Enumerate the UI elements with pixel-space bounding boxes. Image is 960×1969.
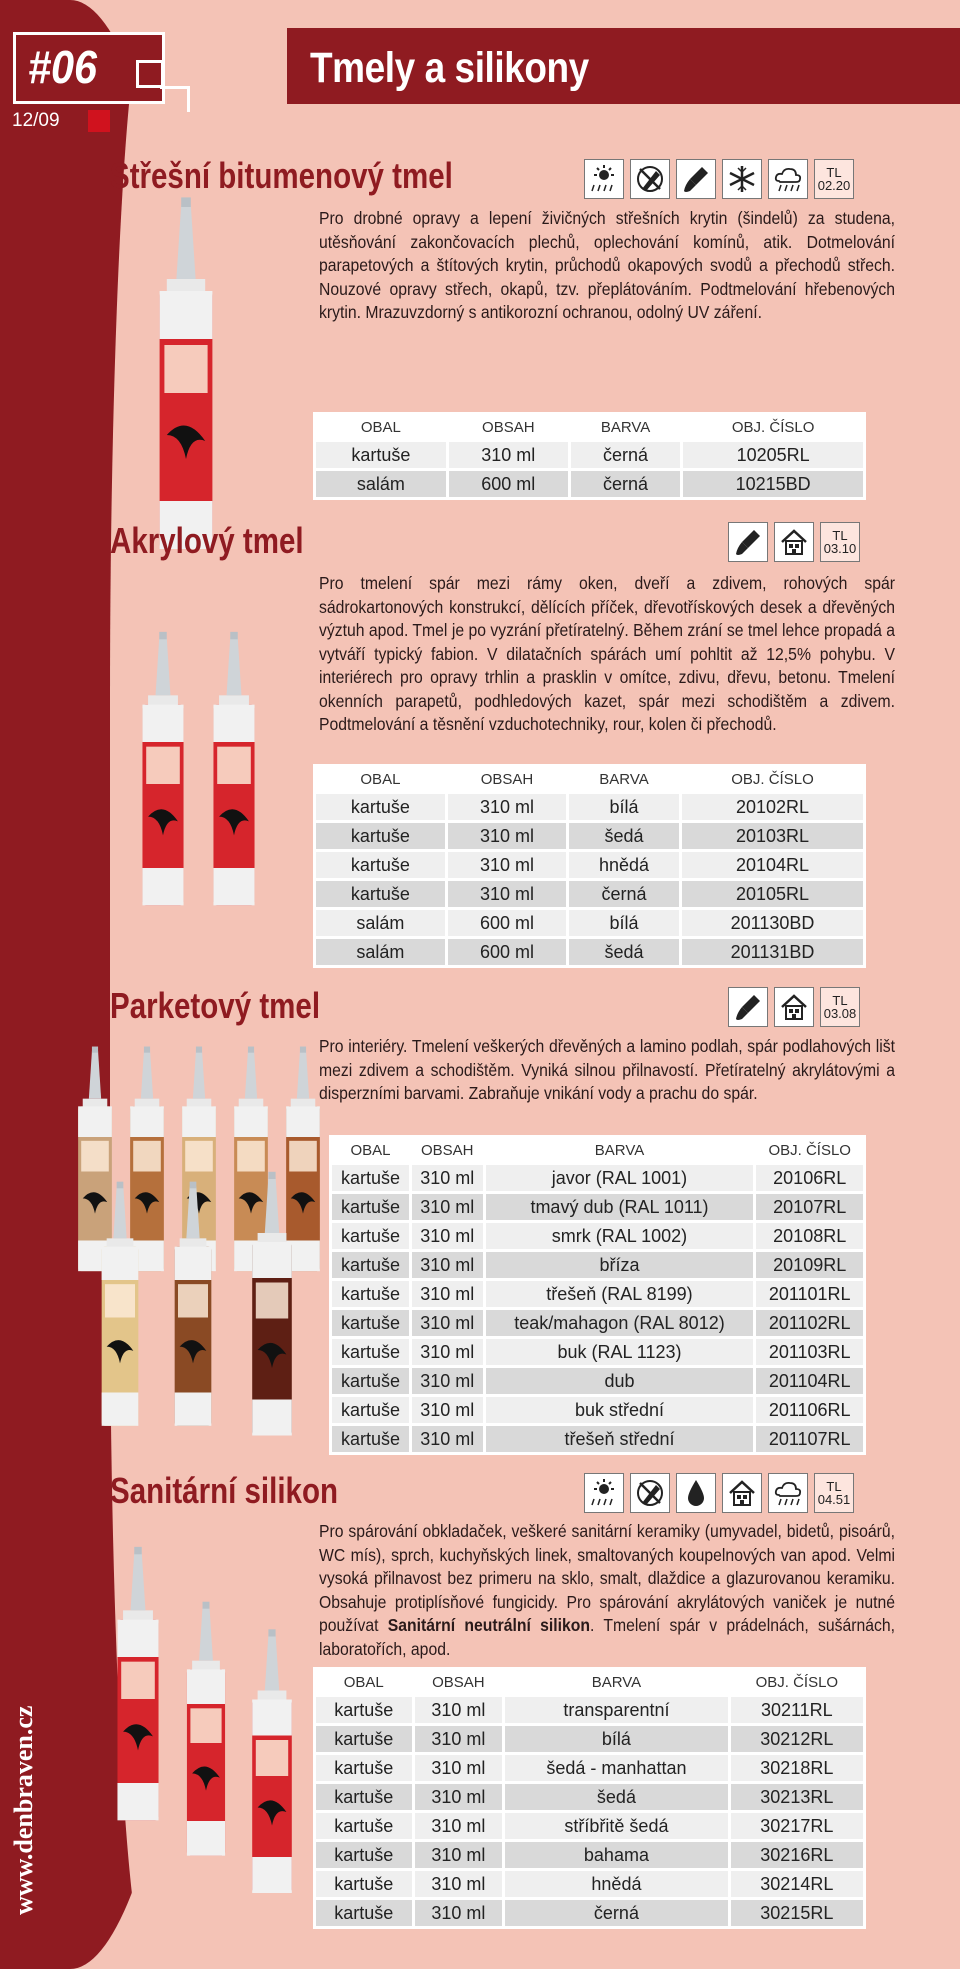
chapter-number: #06 [28, 41, 98, 93]
table-row [316, 939, 863, 965]
cell-obj-cislo: 10205RL [683, 442, 863, 468]
tl-sheet-icon: TL 04.51 [814, 1473, 854, 1513]
cell-obsah: 310 ml [415, 1871, 503, 1897]
table-row [316, 1813, 863, 1839]
sun-rain-icon [584, 1473, 624, 1513]
cell-obj-cislo: 20107RL [756, 1194, 863, 1220]
product-image-bitumen-tube [150, 195, 222, 555]
cell-obal: kartuše [332, 1339, 409, 1365]
description-text-end: . Tmelení spár v prádelnách, sušárnách, laboratořích, apod. [319, 1615, 895, 1659]
cell-obsah: 310 ml [415, 1900, 503, 1926]
section-icons-parket [728, 987, 860, 1027]
cell-obsah: 310 ml [449, 442, 568, 468]
table-row [332, 1252, 863, 1278]
section-icons-bitumen [584, 159, 854, 199]
badge-square [136, 60, 164, 88]
cell-barva: tmavý dub (RAL 1011) [486, 1194, 754, 1220]
cell-obsah: 310 ml [412, 1194, 483, 1220]
cell-obal: kartuše [332, 1368, 409, 1394]
cell-barva: bahama [505, 1842, 727, 1868]
header-obsah: OBSAH [448, 767, 566, 791]
cell-barva: šedá - manhattan [505, 1755, 727, 1781]
table-row [332, 1339, 863, 1365]
cell-obsah: 310 ml [412, 1310, 483, 1336]
table-row [316, 1697, 863, 1723]
header-obsah: OBSAH [412, 1138, 483, 1162]
cell-obsah: 600 ml [449, 471, 568, 497]
product-image-sanitar-tube-1 [110, 1525, 166, 1845]
section-icons-akryl [728, 522, 860, 562]
cell-barva: bílá [569, 794, 679, 820]
tl-sheet-icon: TL 03.10 [820, 522, 860, 562]
table-row [332, 1368, 863, 1394]
table-row [316, 1755, 863, 1781]
table-parket [329, 1135, 866, 1455]
tl-sheet-icon: TL 03.08 [820, 987, 860, 1027]
cell-obsah: 310 ml [415, 1842, 503, 1868]
section-description-akryl: Pro tmelení spár mezi rámy oken, dveří a zdivem, rohových spár sádrokartonových konstrukcí, dělících příček, dřevotřískových desek a dřevěných výztuh apod. Tmel je po vyzrání přetíratelný. Během zrání se tmel lehce propadá a vytváří typický fabion. V dilatačních spárách umí pohltit až 12,5% pohybu. V interiérech pro opravy trhlin a prasklin v omítce, zdivu, dřevu, betonu. Tmelení okenních parapetů, podhledových kazet, spár mezi schodištěm a zdivem. Podtmelování a těsnění vzduchotechniky, rour, kolen či přechodů. [319, 573, 895, 734]
table-row [316, 881, 863, 907]
snowflake-icon [722, 159, 762, 199]
section-description-sanitar [319, 1520, 895, 1661]
cell-obj-cislo: 201131BD [682, 939, 863, 965]
table-row [316, 1726, 863, 1752]
cell-barva: smrk (RAL 1002) [486, 1223, 754, 1249]
cell-barva: dub [486, 1368, 754, 1394]
cell-obal: kartuše [316, 442, 446, 468]
table-row [332, 1194, 863, 1220]
section-description-bitumen: Pro drobné opravy a lepení živičných střešních krytin (šindelů) za studena, utěsňování zakončovacích plechů, oplechování komínů, atik. Dotmelování parapetových a štítových krytin, průchodů okapových svodů a přechodů střech. Nouzové opravy střech, okapů, tzv. přeplátováním. Podtmelování hřebenových krytin. Mrazuvzdorný s antikorozní ochranou, odolný UV záření. [319, 208, 895, 322]
cell-obal: kartuše [316, 823, 445, 849]
table-row [316, 1871, 863, 1897]
cell-obj-cislo: 20108RL [756, 1223, 863, 1249]
section-description-parket: Pro interiéry. Tmelení veškerých dřevěných a lamino podlah, spár podlahových lišt mezi zdivem a schodištěm. Vyniká silnou přilnavostí. Přetíratelný akrylátovými a disperzními barvami. Zabraňuje vnikání vody a prachu do spár. [319, 1036, 895, 1103]
house-icon [774, 522, 814, 562]
sun-rain-icon [584, 159, 624, 199]
cell-obj-cislo: 20109RL [756, 1252, 863, 1278]
cell-obsah: 310 ml [415, 1813, 503, 1839]
cloud-rain-icon [768, 1473, 808, 1513]
table-header-row [316, 415, 863, 439]
cell-obal: kartuše [316, 1697, 412, 1723]
cell-obsah: 310 ml [412, 1426, 483, 1452]
cell-barva: hnědá [505, 1871, 727, 1897]
cell-obj-cislo: 20104RL [682, 852, 863, 878]
cell-obj-cislo: 20105RL [682, 881, 863, 907]
cell-obal: kartuše [332, 1397, 409, 1423]
product-image-sanitar-tube-2 [180, 1595, 232, 1865]
house-icon [722, 1473, 762, 1513]
cell-obsah: 310 ml [412, 1281, 483, 1307]
cell-obal: kartuše [316, 1871, 412, 1897]
header-obal: OBAL [316, 767, 445, 791]
table-row [332, 1165, 863, 1191]
header-barva: BARVA [505, 1670, 727, 1694]
cell-barva: černá [505, 1900, 727, 1926]
cell-obal: salám [316, 471, 446, 497]
tl-code: 02.20 [817, 178, 851, 193]
cell-obsah: 310 ml [448, 881, 566, 907]
brush-icon [676, 159, 716, 199]
cell-obj-cislo: 201106RL [756, 1397, 863, 1423]
cell-obj-cislo: 201102RL [756, 1310, 863, 1336]
drop-icon [676, 1473, 716, 1513]
cell-barva: teak/mahagon (RAL 8012) [486, 1310, 754, 1336]
section-icons-sanitar [584, 1473, 854, 1513]
section-title-parket: Parketový tmel [110, 985, 321, 1026]
cell-barva: hnědá [569, 852, 679, 878]
cell-obsah: 310 ml [412, 1252, 483, 1278]
cell-obsah: 310 ml [448, 852, 566, 878]
cell-obsah: 310 ml [415, 1755, 503, 1781]
product-image-parket-tube-8 [245, 1140, 299, 1470]
cell-obal: kartuše [332, 1252, 409, 1278]
cell-obsah: 310 ml [448, 823, 566, 849]
table-header-row [316, 1670, 863, 1694]
badge-connector [160, 86, 190, 89]
table-row [316, 794, 863, 820]
cell-obsah: 310 ml [415, 1697, 503, 1723]
cell-obj-cislo: 20103RL [682, 823, 863, 849]
header-obal: OBAL [316, 1670, 412, 1694]
cell-obal: kartuše [316, 1900, 412, 1926]
cell-obj-cislo: 201130BD [682, 910, 863, 936]
header-obj-cislo: OBJ. ČÍSLO [683, 415, 863, 439]
section-title-akryl: Akrylový tmel [110, 520, 304, 561]
table-row [316, 471, 863, 497]
cell-barva: bříza [486, 1252, 754, 1278]
cell-obj-cislo: 30212RL [731, 1726, 863, 1752]
cell-obj-cislo: 201101RL [756, 1281, 863, 1307]
header-barva: BARVA [486, 1138, 754, 1162]
cell-barva: stříbřitě šedá [505, 1813, 727, 1839]
cell-barva: černá [571, 471, 680, 497]
cell-barva: bílá [569, 910, 679, 936]
cell-barva: transparentní [505, 1697, 727, 1723]
cell-obsah: 600 ml [448, 910, 566, 936]
table-akryl [313, 764, 866, 968]
header-obal: OBAL [316, 415, 446, 439]
cell-obal: kartuše [316, 1784, 412, 1810]
cell-obal: kartuše [332, 1281, 409, 1307]
table-row [332, 1397, 863, 1423]
cloud-rain-icon [768, 159, 808, 199]
cell-obsah: 310 ml [448, 794, 566, 820]
cell-barva: buk střední [486, 1397, 754, 1423]
header-obj-cislo: OBJ. ČÍSLO [756, 1138, 863, 1162]
cell-obal: kartuše [316, 852, 445, 878]
cell-obal: salám [316, 939, 445, 965]
product-image-parket-tube-6 [95, 1140, 145, 1470]
no-paint-icon [630, 159, 670, 199]
header-barva: BARVA [571, 415, 680, 439]
cell-obj-cislo: 30214RL [731, 1871, 863, 1897]
cell-barva: černá [571, 442, 680, 468]
cell-obj-cislo: 30215RL [731, 1900, 863, 1926]
header-obsah: OBSAH [449, 415, 568, 439]
table-row [316, 1842, 863, 1868]
table-row [316, 852, 863, 878]
cell-obsah: 310 ml [415, 1784, 503, 1810]
brush-icon [728, 522, 768, 562]
table-row [332, 1281, 863, 1307]
table-bitumen [313, 412, 866, 500]
table-row [332, 1223, 863, 1249]
cell-obal: kartuše [332, 1426, 409, 1452]
issue-date: 12/09 [12, 110, 60, 131]
cell-barva: bílá [505, 1726, 727, 1752]
cell-obj-cislo: 20102RL [682, 794, 863, 820]
header-obsah: OBSAH [415, 1670, 503, 1694]
table-row [332, 1426, 863, 1452]
header-barva: BARVA [569, 767, 679, 791]
cell-barva: buk (RAL 1123) [486, 1339, 754, 1365]
tl-code: 04.51 [817, 1492, 851, 1507]
table-row [316, 823, 863, 849]
cell-obal: kartuše [316, 1842, 412, 1868]
table-sanitar [313, 1667, 866, 1929]
section-title-sanitar: Sanitární silikon [110, 1470, 339, 1511]
table-row [316, 1900, 863, 1926]
cell-obal: kartuše [316, 1726, 412, 1752]
cell-obal: salám [316, 910, 445, 936]
cell-barva: třešeň střední [486, 1426, 754, 1452]
tl-sheet-icon: TL 02.20 [814, 159, 854, 199]
header-obj-cislo: OBJ. ČÍSLO [731, 1670, 863, 1694]
cell-barva: javor (RAL 1001) [486, 1165, 754, 1191]
red-square-marker [88, 110, 110, 132]
header-obj-cislo: OBJ. ČÍSLO [682, 767, 863, 791]
cell-barva: třešeň (RAL 8199) [486, 1281, 754, 1307]
cell-obj-cislo: 30218RL [731, 1755, 863, 1781]
cell-obal: kartuše [332, 1223, 409, 1249]
table-header-row [316, 767, 863, 791]
cell-barva: černá [569, 881, 679, 907]
cell-obj-cislo: 30213RL [731, 1784, 863, 1810]
tl-code: 03.08 [823, 1006, 857, 1021]
table-row [332, 1310, 863, 1336]
cell-obal: kartuše [332, 1194, 409, 1220]
description-text: Pro spárování obkladaček, veškeré sanitární keramiky (umyvadel, bidetů, pisoárů, WC mís), sprch, kuchyňských linek, smaltovaných koupelnových van apod. Velmi vysoká přilnavost bez primeru na sklo, smalt, dlaždice a glazurovanou keramiku. Obsahuje protiplísňové fungicidy. Pro spárování akrylátových vaniček je nutné používat [319, 1521, 895, 1635]
badge-connector-vertical [187, 86, 190, 112]
product-image-sanitar-tube-3 [245, 1595, 299, 1930]
cell-obj-cislo: 201103RL [756, 1339, 863, 1365]
no-paint-icon [630, 1473, 670, 1513]
cell-obal: kartuše [316, 1813, 412, 1839]
product-image-akryl-tube-2 [206, 605, 262, 935]
page-title: Tmely a silikony [310, 44, 589, 92]
table-row [316, 1784, 863, 1810]
table-row [316, 910, 863, 936]
header-obal: OBAL [332, 1138, 409, 1162]
cell-obj-cislo: 10215BD [683, 471, 863, 497]
cell-barva: šedá [569, 939, 679, 965]
cell-obal: kartuše [316, 1755, 412, 1781]
cell-obsah: 600 ml [448, 939, 566, 965]
brush-icon [728, 987, 768, 1027]
product-image-parket-tube-7 [168, 1140, 218, 1470]
cell-obsah: 310 ml [412, 1397, 483, 1423]
cell-barva: šedá [569, 823, 679, 849]
cell-obal: kartuše [332, 1165, 409, 1191]
cell-obsah: 310 ml [412, 1339, 483, 1365]
cell-obal: kartuše [316, 881, 445, 907]
cell-obj-cislo: 201107RL [756, 1426, 863, 1452]
website-link[interactable]: www.denbraven.cz [9, 1705, 38, 1915]
cell-obj-cislo: 30211RL [731, 1697, 863, 1723]
cell-obal: kartuše [316, 794, 445, 820]
cell-obsah: 310 ml [415, 1726, 503, 1752]
description-highlight: Sanitární neutrální silikon [387, 1615, 591, 1635]
table-header-row [332, 1138, 863, 1162]
cell-obj-cislo: 30216RL [731, 1842, 863, 1868]
table-row [316, 442, 863, 468]
cell-obsah: 310 ml [412, 1223, 483, 1249]
cell-obal: kartuše [332, 1310, 409, 1336]
cell-obsah: 310 ml [412, 1165, 483, 1191]
cell-obsah: 310 ml [412, 1368, 483, 1394]
cell-obj-cislo: 30217RL [731, 1813, 863, 1839]
cell-obj-cislo: 201104RL [756, 1368, 863, 1394]
cell-obj-cislo: 20106RL [756, 1165, 863, 1191]
section-title-bitumen: Střešní bitumenový tmel [110, 155, 453, 196]
house-icon [774, 987, 814, 1027]
product-image-akryl-tube-1 [135, 605, 191, 935]
cell-barva: šedá [505, 1784, 727, 1810]
tl-code: 03.10 [823, 541, 857, 556]
